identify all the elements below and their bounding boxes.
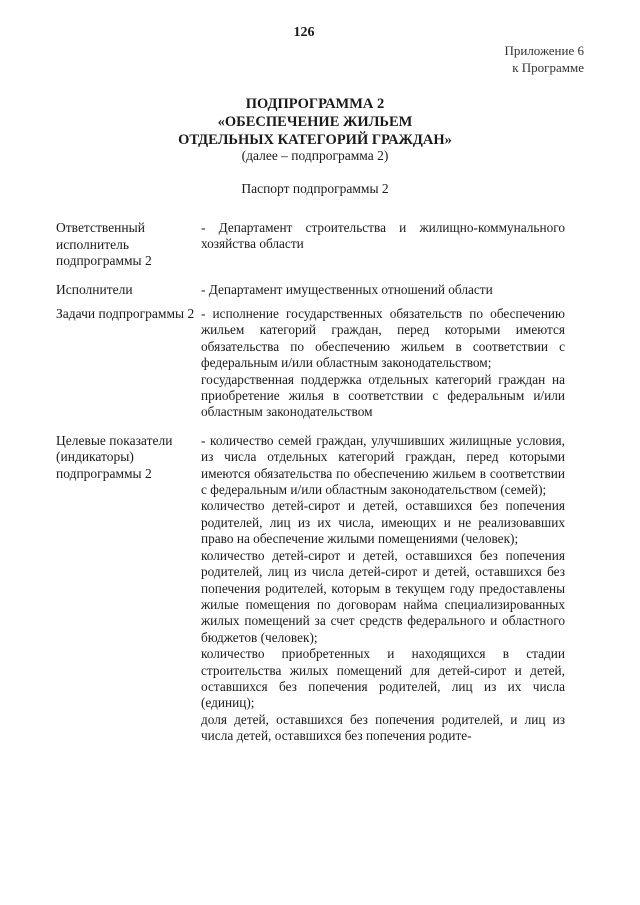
row-paragraph: государственная поддержка отдельных категорий граждан на приобретение жилья в соответствии с федеральным и/или областным законодательством (201, 371, 565, 420)
row-value (201, 282, 565, 299)
row-paragraph: количество детей-сирот и детей, оставшихся без попечения родителей, лиц из их числа, имеющих и не реализовавших право на обеспечение жилыми помещениями (человек); (201, 498, 565, 547)
appendix-line-2: к Программе (512, 60, 584, 75)
page-number: 126 (293, 25, 315, 40)
passport-row-executors (56, 282, 566, 299)
row-paragraph: - Департамент строительства и жилищно-коммунального хозяйства области (201, 220, 565, 252)
document-subtitle: (далее – подпрограмма 2) (241, 148, 389, 163)
passport-table (56, 220, 566, 745)
title-line-1: ПОДПРОГРАММА 2 (245, 96, 385, 112)
row-paragraph: - исполнение государственных обязательств по обеспечению жильем категорий граждан, перед которыми имеются обязательства по обеспечению жильем в соответствии с федеральным и/или областным законодательством; (201, 306, 565, 371)
row-paragraph: - Департамент имущественных отношений области (201, 281, 493, 297)
row-label: Целевые показатели (индикаторы) подпрограммы 2 (56, 432, 173, 481)
passport-row-tasks (56, 306, 566, 421)
appendix-line-1: Приложение 6 (504, 43, 584, 58)
passport-heading: Паспорт подпрограммы 2 (241, 181, 389, 196)
passport-row-indicators (56, 433, 566, 745)
row-value (201, 220, 565, 270)
title-line-2: «ОБЕСПЕЧЕНИЕ ЖИЛЬЕМ (217, 114, 413, 130)
title-line-3: ОТДЕЛЬНЫХ КАТЕГОРИЙ ГРАЖДАН» (178, 132, 452, 148)
row-label: Задачи подпрограммы 2 (56, 306, 195, 321)
row-label: Исполнители (56, 281, 133, 297)
row-paragraph: количество детей-сирот и детей, оставшихся без попечения родителей, лиц из числа детей-сирот и детей, оставшихся без попечения родителей, которым в текущем году предоставлены жилые помещения по договорам найма специализированных жилых помещений за счет средств федерального и областного бюджетов (человек); (201, 547, 565, 645)
row-label: Ответственный исполнитель подпрограммы 2 (56, 220, 152, 268)
row-value (201, 433, 565, 745)
appendix-label (504, 42, 584, 76)
row-paragraph: количество приобретенных и находящихся в стадии строительства жилых помещений для детей-сирот и детей, оставшихся без попечения родителей, лиц из их числа (единиц); (201, 646, 565, 711)
row-paragraph: - количество семей граждан, улучшивших жилищные условия, из числа отдельных категорий граждан, перед которыми имеются обязательства по обеспечению жильем в соответствии с федеральным и/или областным законодательством (семей); (201, 432, 565, 498)
row-value (201, 306, 565, 421)
row-paragraph: доля детей, оставшихся без попечения родителей, и лиц из числа детей, оставшихся без попечения родите- (201, 711, 565, 744)
document-title (150, 95, 480, 149)
passport-row-responsible (56, 220, 566, 270)
